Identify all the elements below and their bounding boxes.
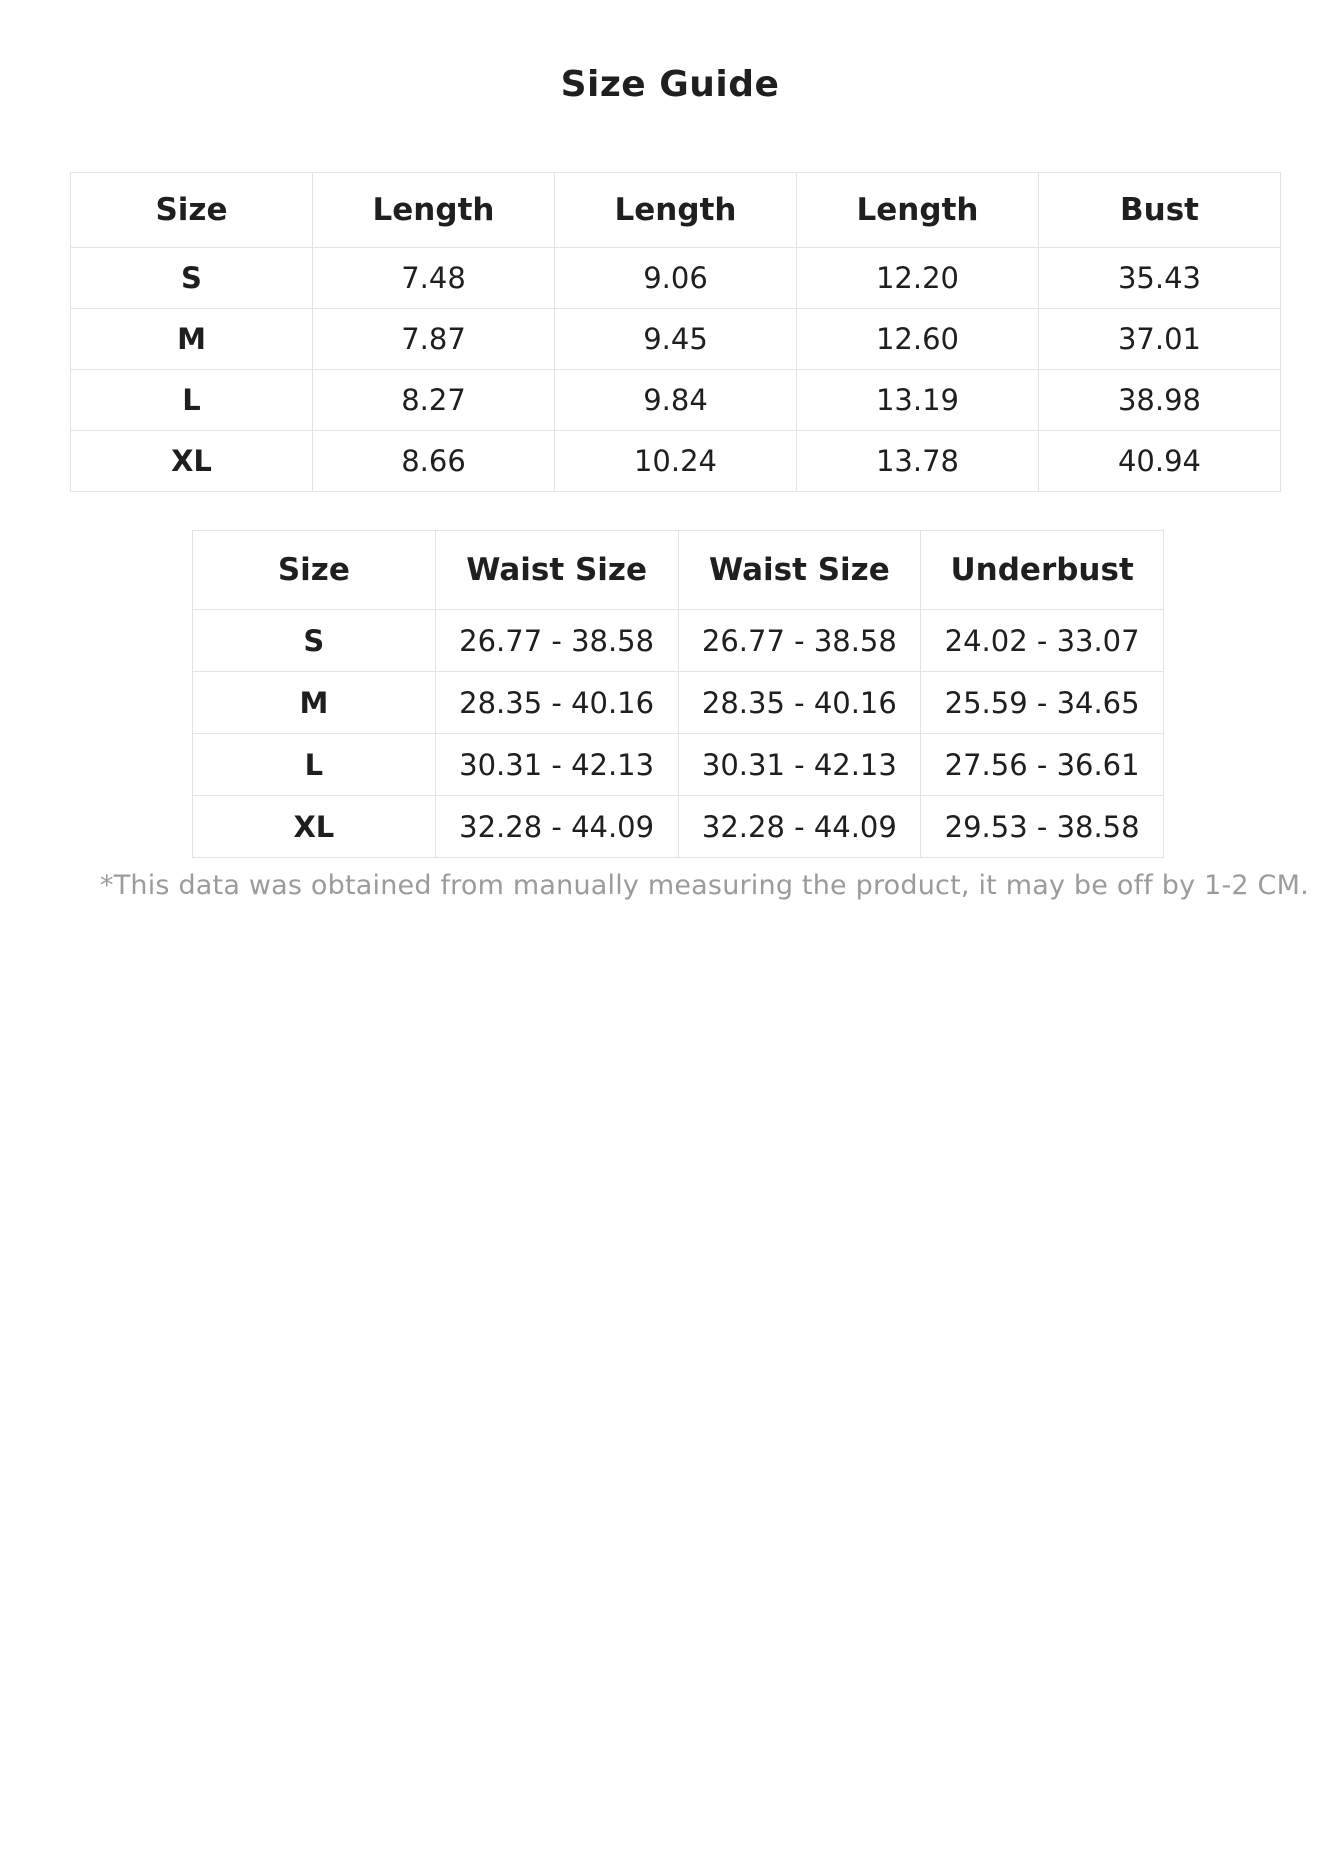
range-cell: 28.35 - 40.16	[678, 672, 921, 734]
table-row	[193, 734, 1164, 796]
value-cell: 12.60	[797, 309, 1039, 370]
size-label-cell: S	[193, 610, 436, 672]
value-cell: 35.43	[1039, 248, 1281, 309]
value-cell: 9.06	[555, 248, 797, 309]
column-header-size: Size	[71, 173, 313, 248]
value-cell: 13.78	[797, 431, 1039, 492]
range-cell: 24.02 - 33.07	[921, 610, 1164, 672]
page-title: Size Guide	[560, 64, 780, 105]
range-cell: 29.53 - 38.58	[921, 796, 1164, 858]
value-cell: 40.94	[1039, 431, 1281, 492]
measurement-disclaimer: *This data was obtained from manually measuring the product, it may be off by 1-2 CM.	[100, 870, 1309, 901]
table-row	[71, 309, 1281, 370]
value-cell: 12.20	[797, 248, 1039, 309]
column-header-waist: Waist Size	[435, 531, 678, 610]
value-cell: 8.27	[313, 370, 555, 431]
range-cell: 32.28 - 44.09	[435, 796, 678, 858]
range-cell: 26.77 - 38.58	[678, 610, 921, 672]
table-row	[193, 672, 1164, 734]
value-cell: 9.84	[555, 370, 797, 431]
value-cell: 7.48	[313, 248, 555, 309]
column-header-length: Length	[313, 173, 555, 248]
size-measurements-table	[70, 172, 1281, 492]
column-header-waist: Waist Size	[678, 531, 921, 610]
range-cell: 27.56 - 36.61	[921, 734, 1164, 796]
table-header-row	[193, 531, 1164, 610]
range-cell: 26.77 - 38.58	[435, 610, 678, 672]
size-label-cell: M	[193, 672, 436, 734]
table-header-row	[71, 173, 1281, 248]
size-label-cell: L	[71, 370, 313, 431]
table-row	[71, 431, 1281, 492]
size-label-cell: S	[71, 248, 313, 309]
column-header-length: Length	[797, 173, 1039, 248]
value-cell: 10.24	[555, 431, 797, 492]
table-row	[71, 248, 1281, 309]
waist-underbust-table	[192, 530, 1164, 858]
size-label-cell: XL	[193, 796, 436, 858]
column-header-bust: Bust	[1039, 173, 1281, 248]
size-label-cell: XL	[71, 431, 313, 492]
table-row	[71, 370, 1281, 431]
column-header-length: Length	[555, 173, 797, 248]
value-cell: 37.01	[1039, 309, 1281, 370]
table-row	[193, 796, 1164, 858]
range-cell: 28.35 - 40.16	[435, 672, 678, 734]
column-header-size: Size	[193, 531, 436, 610]
value-cell: 7.87	[313, 309, 555, 370]
size-label-cell: M	[71, 309, 313, 370]
size-label-cell: L	[193, 734, 436, 796]
value-cell: 8.66	[313, 431, 555, 492]
range-cell: 30.31 - 42.13	[678, 734, 921, 796]
value-cell: 13.19	[797, 370, 1039, 431]
range-cell: 25.59 - 34.65	[921, 672, 1164, 734]
table-row	[193, 610, 1164, 672]
column-header-underbust: Underbust	[921, 531, 1164, 610]
value-cell: 9.45	[555, 309, 797, 370]
value-cell: 38.98	[1039, 370, 1281, 431]
range-cell: 32.28 - 44.09	[678, 796, 921, 858]
range-cell: 30.31 - 42.13	[435, 734, 678, 796]
